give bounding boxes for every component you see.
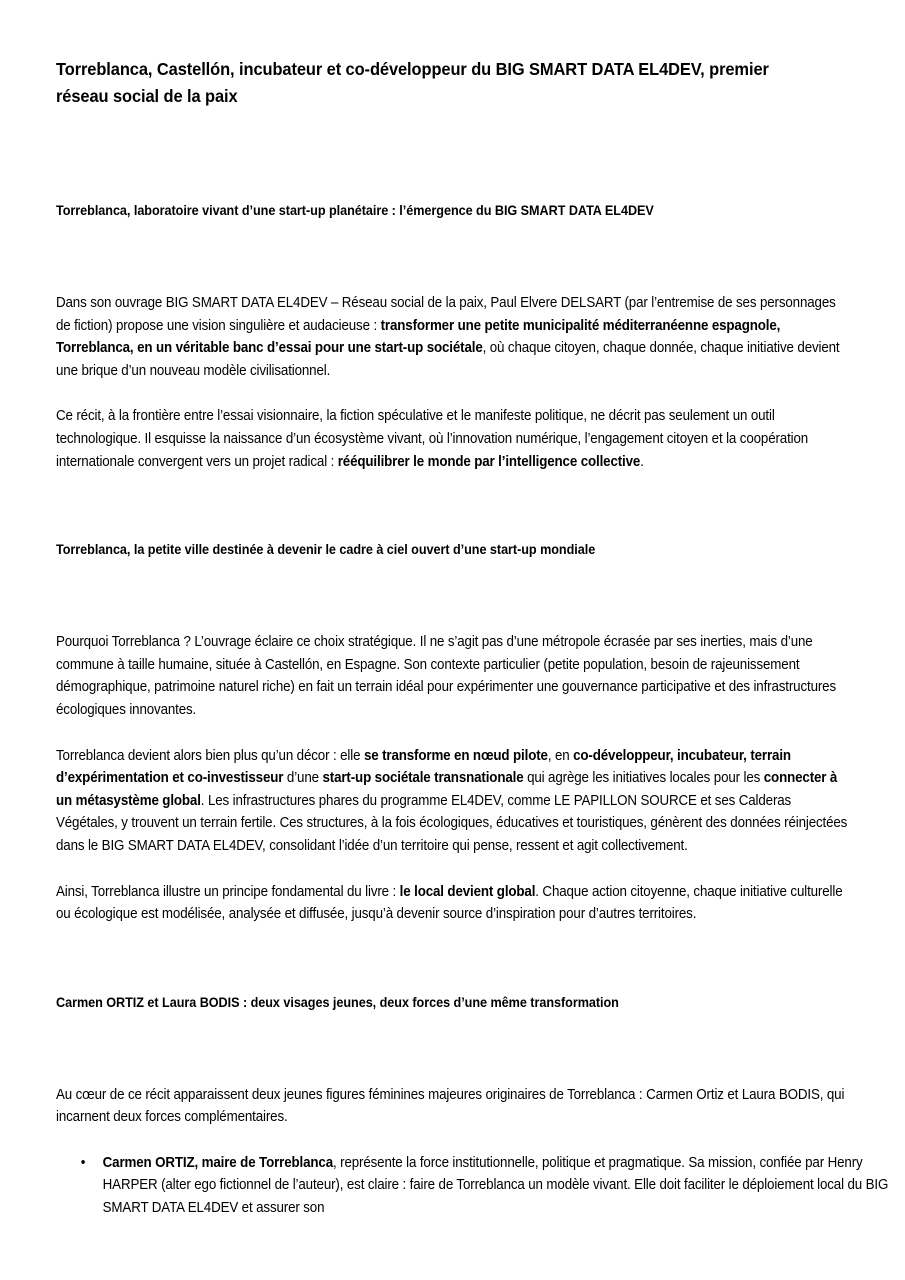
body-text: Au cœur de ce récit apparaissent deux jeunes figures féminines majeures originaires de Torreblanca : Carmen Ortiz et Laura BODIS, qui incarnent deux forces complémentaires. bbox=[56, 1086, 845, 1126]
list-gap bbox=[56, 1129, 849, 1152]
paragraph-gap bbox=[56, 722, 849, 745]
emphasis-text: co-développeur, incubateur, terrain d’expérimentation et co-investisseur bbox=[56, 747, 791, 787]
body-text: d’une bbox=[283, 770, 323, 787]
paragraph bbox=[56, 881, 852, 926]
body-text: . Les infrastructures phares du programme EL4DEV, comme LE PAPILLON SOURCE et ses Calderas Végétales, y trouvent un terrain fertile. Ces structures, à la fois écologiques, éducatives et touristiques, génèrent des données réinjectées dans le BIG SMART DATA EL4DEV, consolidant l’idée d’un territoire qui pense, ressent et agit collectivement. bbox=[56, 792, 848, 854]
paragraph-gap bbox=[56, 858, 849, 881]
body-text: , en bbox=[547, 747, 574, 764]
section-heading: Torreblanca, laboratoire vivant d’une start-up planétaire : l’émergence du BIG SMART DATA EL4DEV bbox=[56, 203, 654, 218]
section-heading: Torreblanca, la petite ville destinée à devenir le cadre à ciel ouvert d’une start-up mondiale bbox=[56, 542, 596, 558]
heading-bottom-gap bbox=[56, 1014, 849, 1084]
document-body bbox=[56, 200, 889, 1220]
emphasis-text: connecter à un métasystème global bbox=[56, 770, 838, 809]
bullet-icon: • bbox=[80, 1154, 86, 1171]
emphasis-text: rééquilibrer le monde par l’intelligence collective bbox=[337, 453, 641, 470]
emphasis-text: transformer une petite municipalité méditerranéenne espagnole, Torreblanca, en un véritable banc d’essai pour une start-up sociétale bbox=[56, 317, 781, 357]
body-text: Dans son ouvrage BIG SMART DATA EL4DEV – Réseau social de la paix, Paul Elvere DELSART (par l’entremise de ses personnages de fiction) propose une vision singulière et audacieuse : bbox=[56, 295, 836, 334]
paragraph bbox=[56, 405, 852, 473]
emphasis-text: le local devient global bbox=[399, 883, 536, 900]
bullet-list bbox=[56, 1152, 889, 1220]
page-title: Torreblanca, Castellón, incubateur et co-développeur du BIG SMART DATA EL4DEV, premier réseau social de la paix bbox=[56, 59, 769, 106]
heading-bottom-gap bbox=[56, 222, 849, 292]
paragraph bbox=[56, 631, 852, 721]
section-heading: Carmen ORTIZ et Laura BODIS : deux visages jeunes, deux forces d’une même transformation bbox=[56, 994, 619, 1010]
body-text: Ainsi, Torreblanca illustre un principe fondamental du livre : bbox=[56, 883, 400, 900]
paragraph bbox=[56, 1084, 852, 1129]
body-text: Pourquoi Torreblanca ? L’ouvrage éclaire ce choix stratégique. Il ne s’agit pas d’une métropole écrasée par ses inerties, mais d’une commune à taille humaine, située à Castellón, en Espagne. Son contexte particulier (petite population, besoin de rajeunissement démographique, patrimoine naturel riche) en fait un terrain idéal pour expérimenter une gouvernance participative et des infrastructures écologiques innovantes. bbox=[56, 634, 837, 718]
body-text: . Chaque action citoyenne, chaque initiative culturelle ou écologique est modélisée, analysée et diffusée, jusqu’à devenir source d’inspiration pour d’autres territoires. bbox=[56, 883, 843, 923]
body-text: , représente la force institutionnelle, politique et pragmatique. Sa mission, confiée par Henry HARPER (alter ego fictionnel de l’auteur), est claire : faire de Torreblanca un modèle vivant. Elle doit faciliter le déploiement local du BIG SMART DATA EL4DEV et assurer son bbox=[102, 1154, 889, 1217]
paragraph bbox=[56, 292, 852, 382]
heading-bottom-gap bbox=[56, 561, 849, 631]
body-text: Ce récit, à la frontière entre l’essai visionnaire, la fiction spéculative et le manifeste politique, ne décrit pas seulement un outil technologique. Il esquisse la naissance d’un écosystème vivant, où l’innovation numérique, l’engagement citoyen et la coopération internationale convergent vers un projet radical : bbox=[56, 408, 809, 470]
title-spacer bbox=[56, 110, 849, 200]
body-text: qui agrège les initiatives locales pour les bbox=[523, 770, 764, 787]
paragraph bbox=[56, 745, 852, 858]
body-text: . bbox=[640, 453, 644, 470]
body-text: Torreblanca devient alors bien plus qu’un décor : elle bbox=[56, 747, 364, 764]
emphasis-text: start-up sociétale transnationale bbox=[322, 770, 524, 787]
section-gap bbox=[56, 926, 849, 992]
emphasis-text: se transforme en nœud pilote bbox=[363, 747, 548, 764]
body-text: , où chaque citoyen, chaque donnée, chaque initiative devient une brique d’un nouveau modèle civilisationnel. bbox=[56, 340, 840, 379]
emphasis-text: Carmen ORTIZ, maire de Torreblanca bbox=[102, 1154, 333, 1171]
list-item bbox=[56, 1152, 899, 1220]
section-gap bbox=[56, 473, 849, 539]
paragraph-gap bbox=[56, 382, 849, 405]
